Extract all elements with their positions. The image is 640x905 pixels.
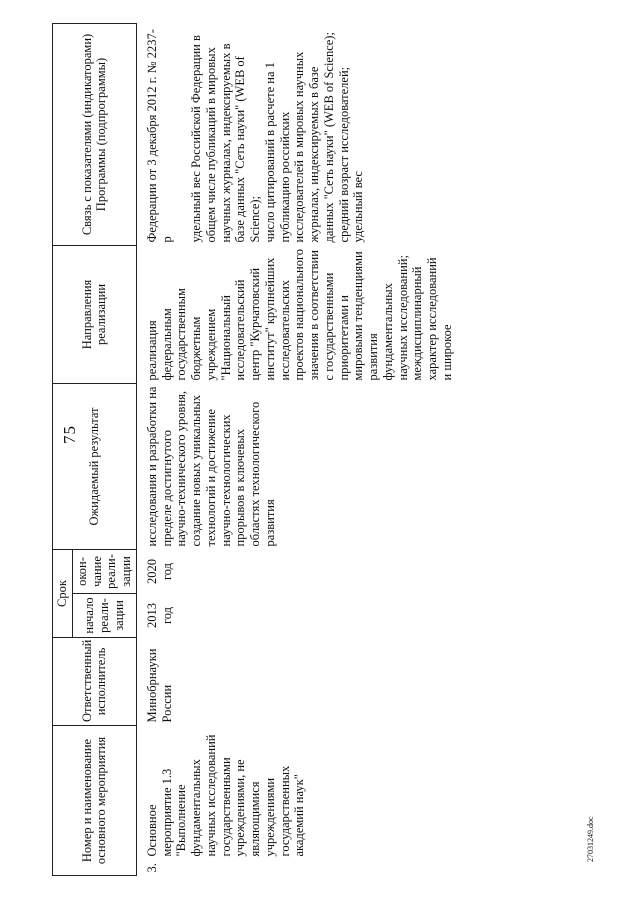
cell-result: исследования и разработки на пределе достигнутого научно-технического уровня, создание новых уникальных технологий и достижение научно-технологических прорывов в ключевых областях технологического развития	[144, 386, 277, 547]
cell-directions: реализация федеральным государственным бюджетным учреждением "Национальный исследовательский центр "Курчатовский институт" крупнейших исследовательских проектов национального значения в соответствии с государственными приоритетами и мировыми тенденциями развития фундаментальных научных исследований; междисциплинарный характер исследований и широкое	[144, 248, 454, 381]
header-executor: Ответственный исполнитель	[53, 638, 137, 726]
header-result: Ожидаемый результат	[53, 383, 137, 549]
header-term-start: начало реали-зации	[72, 594, 136, 638]
cell-start: 2013 год	[144, 603, 174, 628]
row-number: 3.	[144, 863, 159, 873]
cell-end: 2020 год	[144, 559, 174, 584]
header-directions: Направления реализации	[53, 245, 137, 383]
row-name: Основное мероприятие 1.3 "Выполнение фундаментальных научных исследований государственными учреждениями, не являющимися учреждениями государственных академий наук"	[144, 734, 307, 857]
table-row	[136, 23, 456, 875]
page-number: 75	[60, 425, 79, 444]
header-term: Срок	[53, 549, 73, 637]
events-table	[52, 23, 457, 876]
header-term-end: окон-чание реали-зации	[72, 549, 136, 593]
cell-number-name	[136, 726, 456, 876]
header-number-name: Номер и наименование основного мероприятия	[53, 726, 137, 876]
cell-link: Федерации от 3 декабря 2012 г. № 2237-р удельный вес Российской Федерации в общем числе публикаций в мировых научных журналах, индексируемых в базе данных "Сеть науки" (WEB of Science); число цитирований в расчете на 1 публикацию российских исследователей в мировых научных журналах, индексируемых в базе данных "Сеть науки" (WEB of Science); средний возраст исследователей; удельный вес	[144, 29, 366, 243]
cell-executor: Минобрнауки России	[144, 648, 174, 723]
events-table-rotated	[52, 24, 572, 876]
footer-doc-id: 27031249.doc	[586, 816, 595, 862]
header-link: Связь с показателями (индикаторами) Программы (подпрограммы)	[53, 23, 137, 245]
